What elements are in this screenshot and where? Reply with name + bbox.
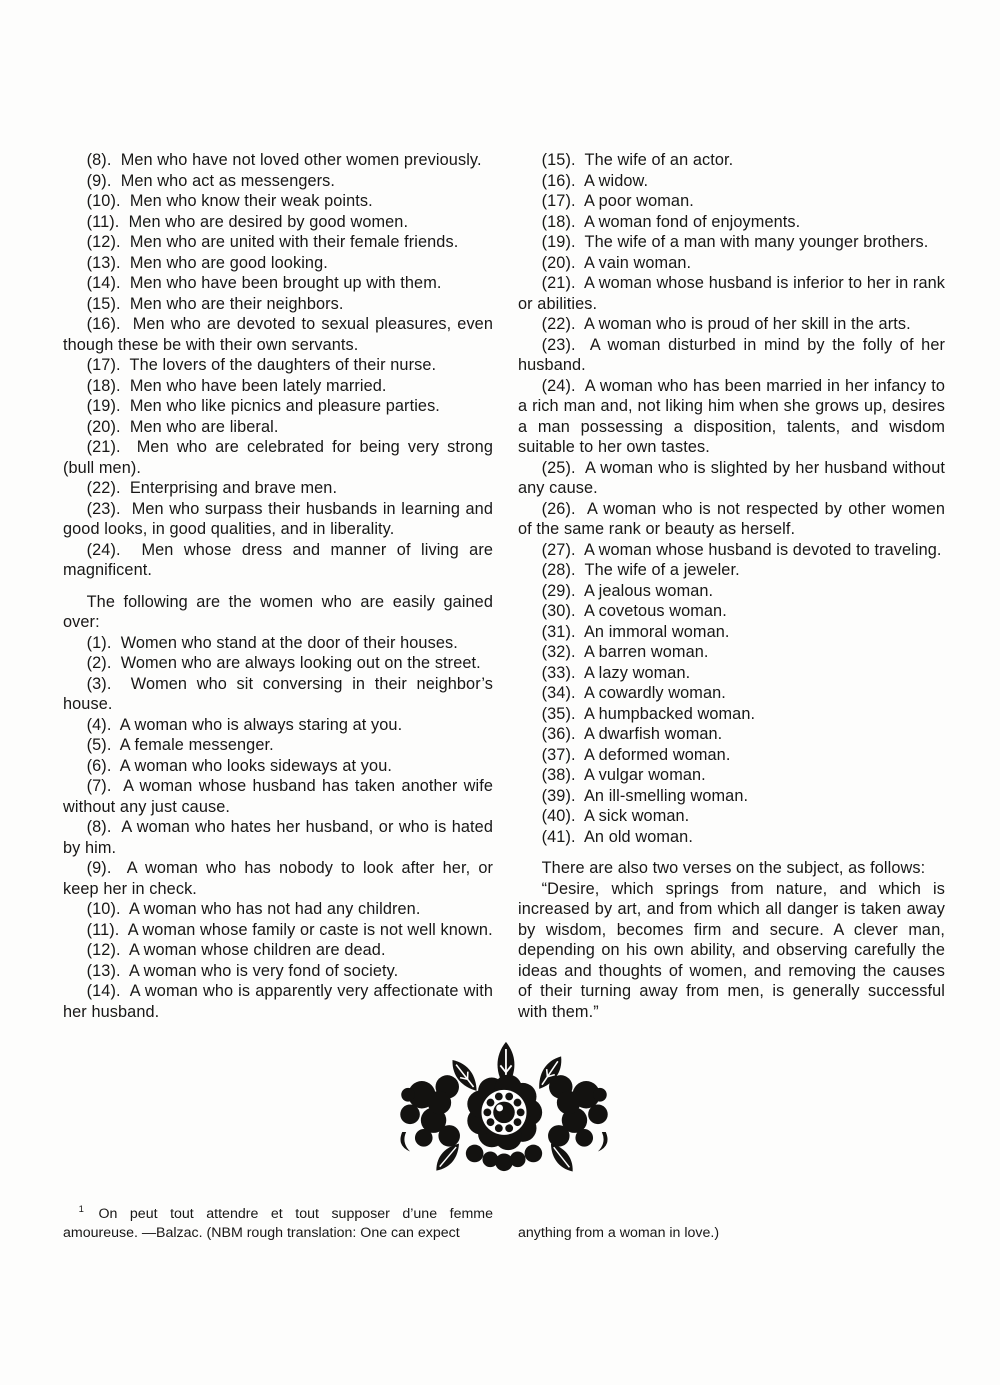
list-item: (22). A woman who is proud of her skill in the arts. xyxy=(541,315,911,333)
list-item: (14). A woman who is apparently very affectionate with her husband. xyxy=(63,982,493,1021)
list-item: (3). Women who sit conversing in their neighbor’s house. xyxy=(63,674,493,713)
list-item: (23). Men who surpass their husbands in learning and good looks, in good qualities, and in liberality. xyxy=(63,499,493,538)
list-item: (1). Women who stand at the door of their houses. xyxy=(86,633,458,652)
list-item: (13). Men who are good looking. xyxy=(86,253,328,272)
list-item: (21). A woman whose husband is inferior to her in rank or abilities. xyxy=(518,274,945,313)
left-column xyxy=(63,150,493,1022)
verses-intro-paragraph: There are also two verses on the subject, as follows: xyxy=(541,859,926,877)
list-item: (8). A woman who hates her husband, or who is hated by him. xyxy=(63,818,493,857)
list-item: (19). The wife of a man with many younger brothers. xyxy=(541,233,929,251)
list-item: (30). A covetous woman. xyxy=(541,602,727,620)
women-easily-gained-list-continued xyxy=(518,150,945,847)
list-item: (9). Men who act as messengers. xyxy=(86,171,336,190)
list-item: (39). An ill-smelling woman. xyxy=(541,786,749,805)
list-item: (14). Men who have been brought up with them. xyxy=(86,274,442,292)
list-item: (11). A woman whose family or caste is not well known. xyxy=(86,920,493,939)
list-item: (9). A woman who has nobody to look after her, or keep her in check. xyxy=(63,859,493,898)
list-item: (38). A vulgar woman. xyxy=(541,766,706,784)
list-item: (17). A poor woman. xyxy=(541,192,694,210)
footnote-right-part: anything from a woman in love.) xyxy=(518,1225,720,1241)
list-item: (27). A woman whose husband is devoted to traveling. xyxy=(541,540,942,559)
list-item: (36). A dwarfish woman. xyxy=(541,725,723,743)
footnote-left-part xyxy=(63,1205,493,1243)
list-item: (24). Men whose dress and manner of living are magnificent. xyxy=(63,540,493,579)
footnote xyxy=(63,1205,945,1243)
footnote-text-left: On peut tout attendre et tout supposer d’une femme amoureuse. —Balzac. (NBM rough translation: One can expect xyxy=(63,1206,493,1241)
footnote-marker: 1 xyxy=(78,1204,84,1216)
list-item: (25). A woman who is slighted by her husband without any cause. xyxy=(518,458,945,497)
list-item: (31). An immoral woman. xyxy=(541,622,730,641)
list-item: (29). A jealous woman. xyxy=(541,581,714,600)
list-item: (11). Men who are desired by good women. xyxy=(86,212,409,231)
list-item: (8). Men who have not loved other women previously. xyxy=(86,151,482,169)
women-easily-gained-list xyxy=(63,633,493,1023)
list-item: (7). A woman whose husband has taken another wife without any just cause. xyxy=(63,777,493,816)
list-item: (10). Men who know their weak points. xyxy=(86,192,373,210)
list-item: (2). Women who are always looking out on the street. xyxy=(86,654,481,672)
list-item: (18). Men who have been lately married. xyxy=(86,376,387,395)
list-item: (21). Men who are celebrated for being very strong (bull men). xyxy=(63,438,493,477)
list-item: (34). A cowardly woman. xyxy=(541,684,726,702)
verse-quote-paragraph: “Desire, which springs from nature, and which is increased by art, and from which all danger is taken away by wisdom, becomes firm and secure. A clever man, depending on his own ability, and observing carefully the ideas and thoughts of women, and removing the causes of their turning away from men, is generally successful with them.” xyxy=(518,879,945,1021)
list-item: (24). A woman who has been married in her infancy to a rich man and, not liking him when she grows up, desires a man possessing a disposition, talents, and wisdom suitable to her own tastes. xyxy=(518,376,945,456)
list-item: (5). A female messenger. xyxy=(86,736,274,754)
list-item: (4). A woman who is always staring at you. xyxy=(86,715,403,734)
list-item: (41). An old woman. xyxy=(541,827,693,846)
men-easily-gained-list xyxy=(63,150,493,581)
list-item: (12). A woman whose children are dead. xyxy=(86,941,386,959)
list-item: (35). A humpbacked woman. xyxy=(541,704,756,723)
women-intro-paragraph: The following are the women who are easily gained over: xyxy=(63,592,493,631)
list-item: (13). A woman who is very fond of society. xyxy=(86,961,399,980)
list-item: (26). A woman who is not respected by other women of the same rank or beauty as herself. xyxy=(518,499,945,538)
list-item: (20). A vain woman. xyxy=(541,253,692,272)
floral-ornament xyxy=(396,1038,612,1175)
list-item: (18). A woman fond of enjoyments. xyxy=(541,212,801,231)
list-item: (6). A woman who looks sideways at you. xyxy=(86,756,392,775)
list-item: (37). A deformed woman. xyxy=(541,745,731,764)
list-item: (15). Men who are their neighbors. xyxy=(86,294,344,313)
list-item: (33). A lazy woman. xyxy=(541,663,691,682)
list-item: (28). The wife of a jeweler. xyxy=(541,561,740,579)
list-item: (12). Men who are united with their female friends. xyxy=(86,233,459,251)
list-item: (40). A sick woman. xyxy=(541,807,690,825)
list-item: (23). A woman disturbed in mind by the folly of her husband. xyxy=(518,335,945,374)
list-item: (22). Enterprising and brave men. xyxy=(86,479,338,497)
right-column xyxy=(518,150,945,1022)
list-item: (19). Men who like picnics and pleasure parties. xyxy=(86,397,440,415)
list-item: (17). The lovers of the daughters of their nurse. xyxy=(86,356,437,374)
list-item: (16). A widow. xyxy=(541,171,649,190)
text-columns xyxy=(63,150,945,1022)
list-item: (10). A woman who has not had any children. xyxy=(86,900,421,918)
floral-woodcut-icon xyxy=(396,1038,612,1175)
list-item: (20). Men who are liberal. xyxy=(86,417,279,436)
list-item: (16). Men who are devoted to sexual pleasures, even though these be with their own servants. xyxy=(63,315,493,354)
list-item: (15). The wife of an actor. xyxy=(541,151,734,169)
list-item: (32). A barren woman. xyxy=(541,643,709,661)
